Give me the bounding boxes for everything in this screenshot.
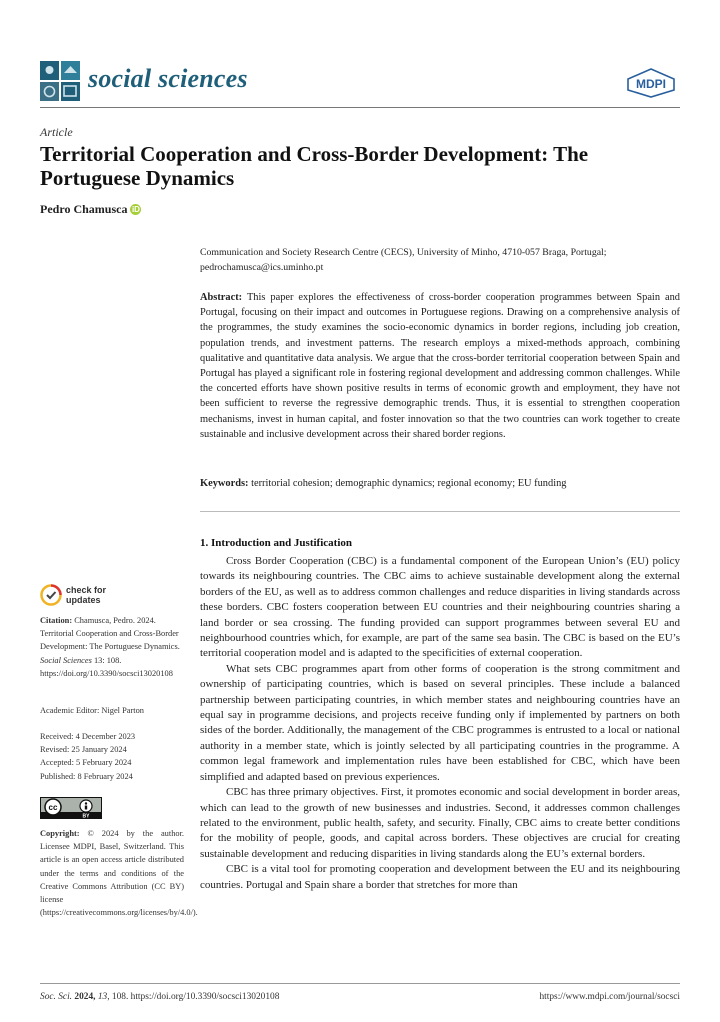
author-line: [40, 202, 141, 217]
copyright-block: [40, 827, 198, 919]
abstract-label: Abstract:: [200, 292, 243, 303]
citation-journal: Social Sciences: [40, 655, 92, 665]
article-type: Article: [40, 125, 73, 139]
academic-editor: Academic Editor: Nigel Parton: [40, 706, 144, 715]
paragraph: CBC is a vital tool for promoting cooperation and development between the EU and its neighbouring countries. Portugal and Spain share a border that stretches for more than: [200, 863, 680, 891]
keywords-label: Keywords:: [200, 478, 249, 489]
author-affiliation: Communication and Society Research Centre (CECS), University of Minho, 4710-057 Braga, Portugal; pedrochamusca@ics.uminho.pt: [200, 247, 607, 273]
footer-citation: [40, 992, 279, 1002]
journal-logo-icon: [40, 61, 80, 101]
mdpi-logo-icon[interactable]: [626, 68, 676, 98]
journal-name: social sciences: [88, 64, 248, 93]
footer-journal-url[interactable]: https://www.mdpi.com/journal/socsci: [539, 992, 680, 1002]
mdpi-logo-text: MDPI: [636, 77, 666, 91]
article-title: Territorial Cooperation and Cross-Border Development: The Portuguese Dynamics: [40, 142, 589, 190]
svg-text:cc: cc: [48, 803, 58, 812]
footer-divider: [40, 983, 680, 984]
copyright-text: © 2024 by the author. Licensee MDPI, Basel, Switzerland. This article is an open access article distributed under the terms and conditions of the Creative Commons Attribution (CC BY) license (https://creativecommons.org/licenses/by/4.0/).: [40, 829, 198, 918]
keywords: [200, 476, 680, 491]
revised-date: Revised: 25 January 2024: [40, 745, 127, 755]
paragraph: CBC has three primary objectives. First, it promotes economic and social development in border areas, which can lead to the growth of new businesses and industries. Second, it addresses common challenges related to the environment, public health, safety, and security. Finally, CBC aims to create better conditions for the mobility of people, goods, and capital across borders. These objectives are crucial for creating sustainable development and reducing disparities in living standards along the EU’s external borders.: [200, 786, 680, 860]
section-heading: 1. Introduction and Justification: [200, 537, 352, 549]
keywords-text: territorial cohesion; demographic dynamics; regional economy; EU funding: [251, 478, 567, 489]
cc-by-license-icon[interactable]: [40, 797, 102, 819]
citation-block: [40, 614, 184, 680]
received-date: Received: 4 December 2023: [40, 732, 136, 741]
orcid-icon[interactable]: iD: [131, 205, 140, 214]
footer-volume: 13,: [97, 992, 110, 1002]
publication-dates: [40, 730, 184, 783]
author-name[interactable]: Pedro Chamusca: [40, 202, 128, 216]
check-updates-icon: [40, 584, 62, 606]
accepted-date: Accepted: 5 February 2024: [40, 758, 132, 768]
citation-doi[interactable]: 13: 108. https://doi.org/10.3390/socsci13020108: [40, 655, 173, 678]
copyright-label: Copyright:: [40, 829, 80, 838]
published-date: Published: 8 February 2024: [40, 771, 133, 781]
section-body: [200, 554, 680, 893]
header-divider: [40, 107, 680, 108]
citation-label: Citation:: [40, 616, 73, 625]
citation-text: Chamusca, Pedro. 2024. Territorial Cooperation and Cross-Border Development: The Portuguese Dynamics.: [40, 616, 180, 652]
paragraph: What sets CBC programmes apart from other forms of cooperation is the strong commitment and ownership of participating countries, which is based on several principles. These include a balanced partnership between participating countries, in which member states and neighbouring countries have an equal say in programme decisions, and projects receive funding only if implemented by partners on both sides of the border. Additionally, the management of the CBC programmes is entrusted to a local or national authority in a member state, which is jointly selected by all participating countries in the programme. A common legal framework and implementation rules have been established for CBC, which have been simplified and adapted based on previous experiences.: [200, 662, 680, 783]
footer-journal-abbr: Soc. Sci.: [40, 992, 73, 1002]
check-updates-label: check for updates: [66, 585, 107, 605]
footer-year: 2024,: [74, 992, 96, 1002]
check-for-updates-button[interactable]: [40, 584, 160, 608]
abstract-text: This paper explores the effectiveness of cross-border cooperation programmes between Spain and Portugal, focusing on their impact and outcomes in Portuguese regions. Drawing on a comprehensive analysis of the programmes, the study examines the socio-economic dynamics in border regions, including job creation, population trends, and investment patterns. The research employs a mixed-methods approach, combining qualitative and quantitative data analysis. We argue that the cross-border territorial cooperation between Spain and Portugal has played a significant role in fostering regional development and addressing common challenges. While the concerted efforts have shown positive results in terms of economic growth and employment, they have not been sufficient to reverse the regressive demographic trends. Thus, it is essential to strengthen cooperation mechanisms, invest in human capital, and foster innovation so that the two countries can work together to create sustainable and inclusive development across their shared border regions.: [200, 292, 680, 440]
abstract-divider: [200, 511, 680, 512]
cc-badge-text: BY: [82, 813, 90, 819]
footer-doi[interactable]: 108. https://doi.org/10.3390/socsci13020108: [111, 992, 280, 1002]
paragraph: Cross Border Cooperation (CBC) is a fundamental component of the European Union’s (EU) policy towards its neighbouring countries. The CBC aims to achieve sustainable development along the external borders of the EU, as well as to address common challenges and reduce disparities in living standards across these borders. CBC fosters cooperation between EU countries and their neighbouring countries sharing a land border or sea crossing. The funding provided can support programmes between several EU and neighbourhood countries which, for example, are part of the same sea basin. The CBC is based on the EU’s territorial cooperation model and is adapted to the specificities of external cooperation.: [200, 555, 680, 660]
abstract: [200, 290, 680, 442]
